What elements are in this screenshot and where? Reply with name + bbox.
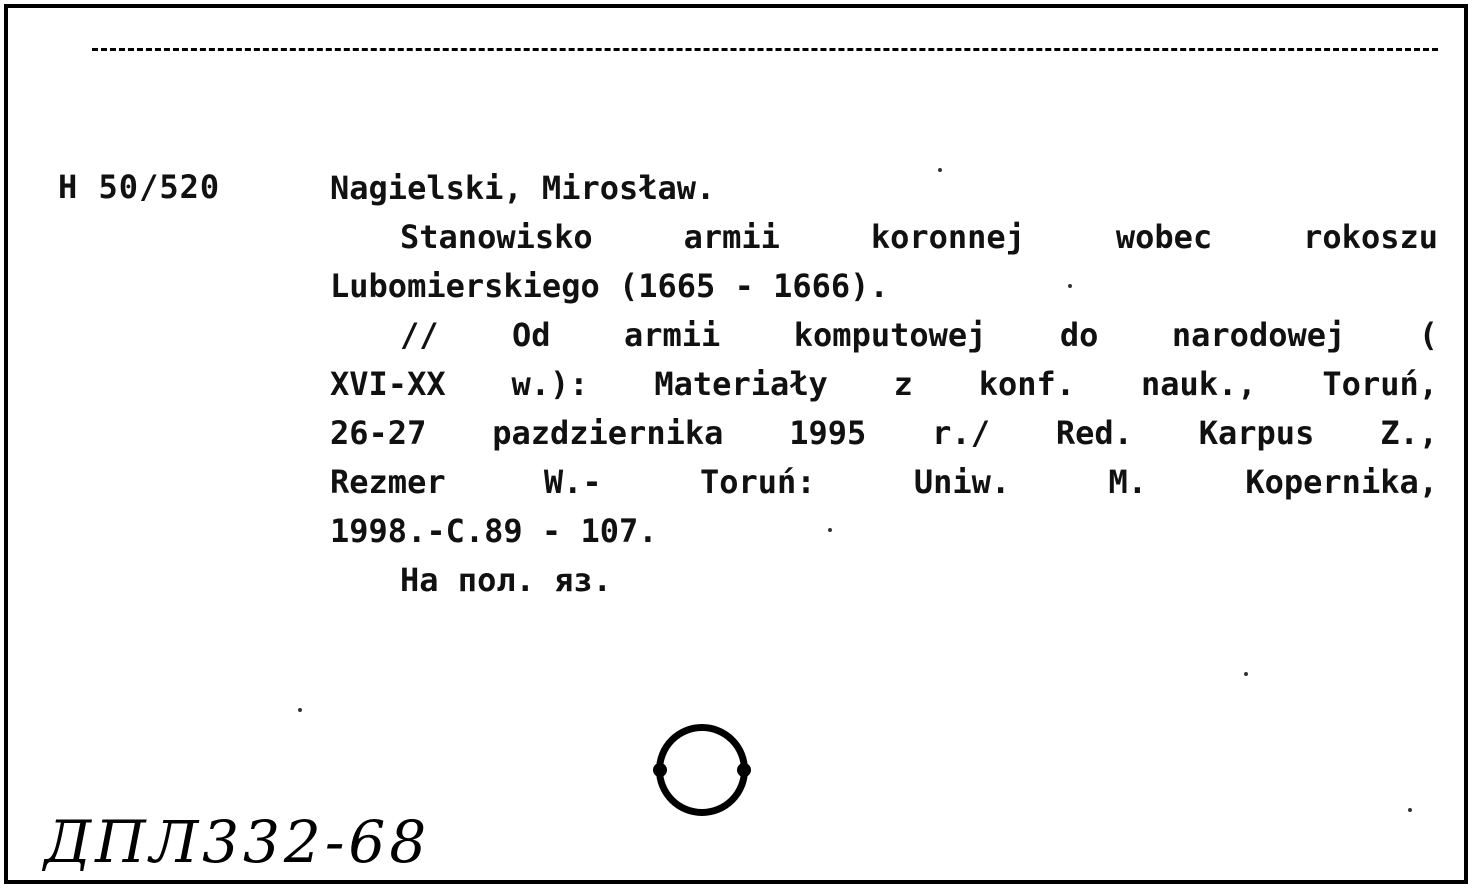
catalog-card <box>4 4 1468 884</box>
author-line: Nagielski, Mirosław. <box>330 169 716 207</box>
top-dashed-rule <box>92 48 1438 51</box>
bibliographic-entry <box>330 164 1438 605</box>
source-line-4: Rezmer W.- Toruń: Uniw. M. Kopernika, <box>330 463 1438 501</box>
punch-hole-icon <box>656 724 748 816</box>
handwritten-inventory-code: ДПЛ332-68 <box>44 808 431 876</box>
source-line-2: XVI-XX w.): Materiały z konf. nauk., Toruń, <box>330 365 1438 403</box>
source-line-5: 1998.-С.89 - 107. <box>330 512 658 550</box>
language-note: На пол. яз. <box>400 561 612 599</box>
title-line-1: Stanowisko armii koronnej wobec rokoszu <box>400 218 1438 256</box>
title-line-2: Lubomierskiego (1665 - 1666). <box>330 267 889 305</box>
source-line-3: 26-27 pazdziernika 1995 r./ Red. Karpus Z., <box>330 414 1438 452</box>
source-line-1: // Od armii komputowej do narodowej ( <box>400 316 1438 354</box>
shelfmark: Н 50/520 <box>58 168 221 206</box>
